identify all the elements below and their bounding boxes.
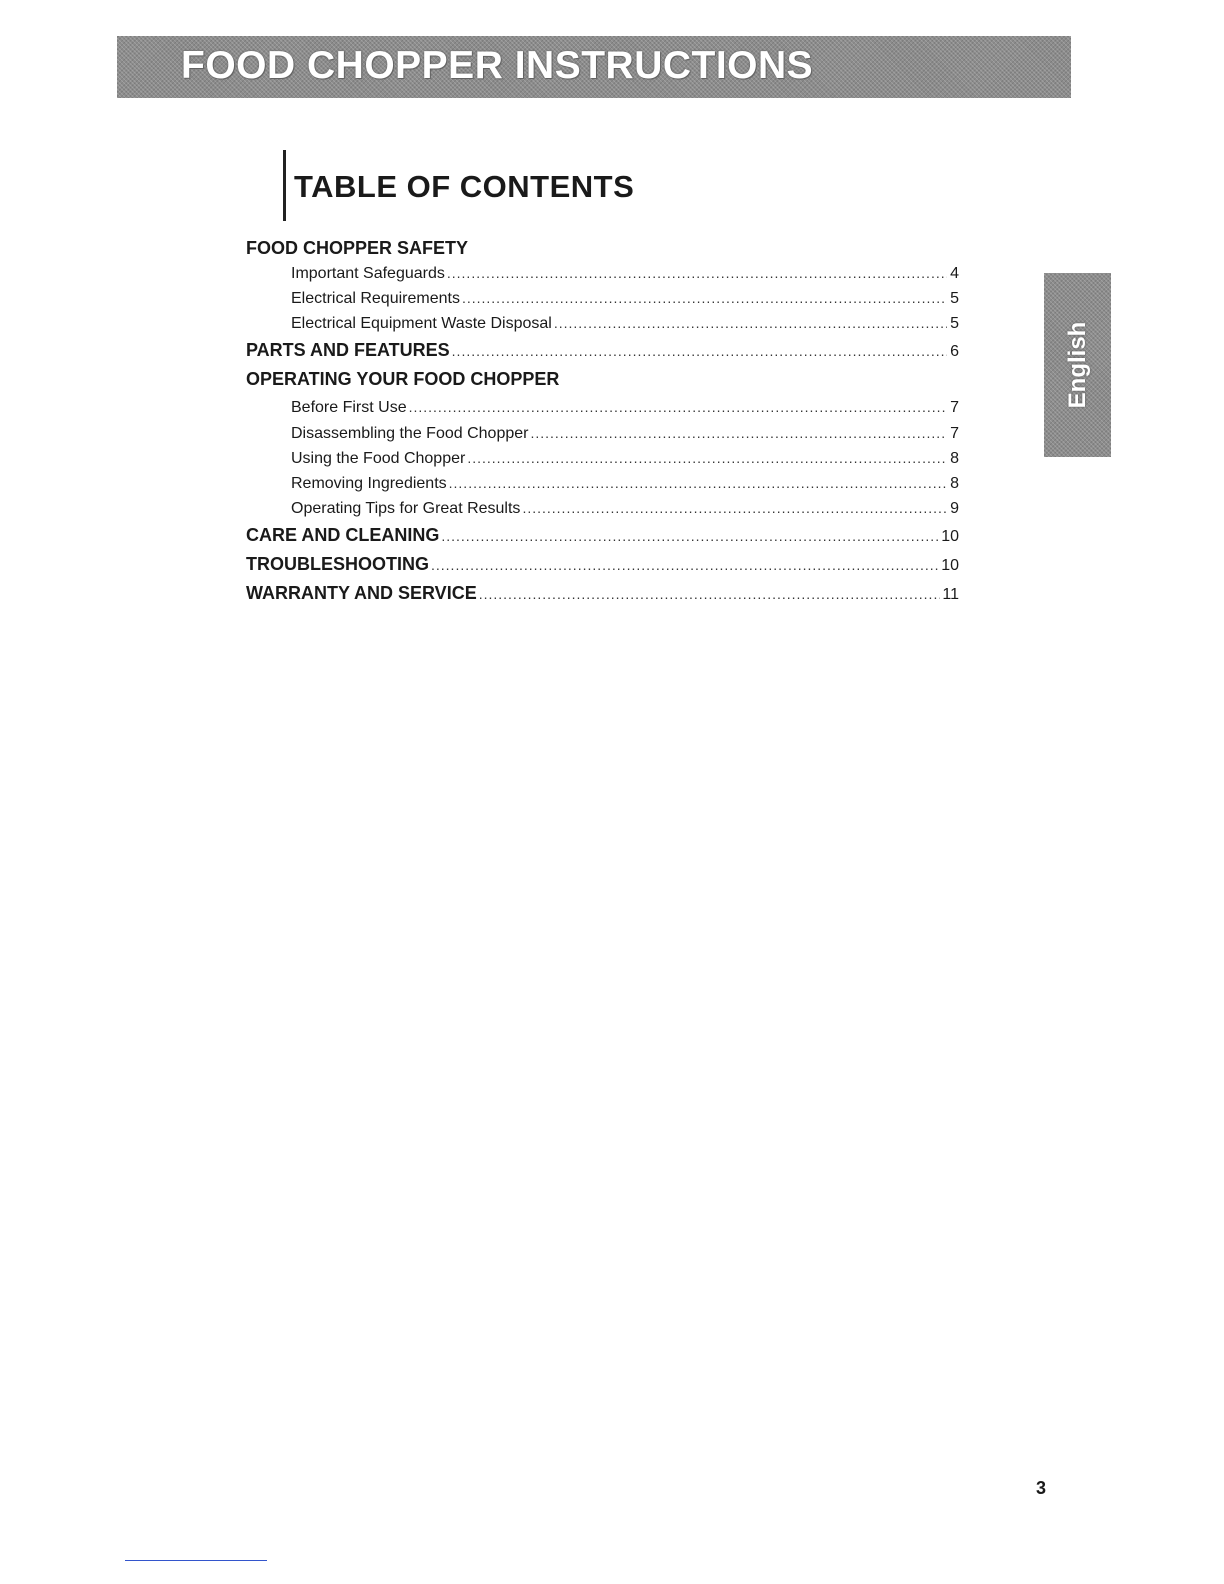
toc-entry-label: Important Safeguards xyxy=(291,265,445,282)
toc-page-number: 5 xyxy=(950,290,959,307)
toc-page-number: 9 xyxy=(950,500,959,517)
dot-leader xyxy=(554,311,947,336)
language-tab xyxy=(1044,273,1111,457)
toc-entry-label: Using the Food Chopper xyxy=(291,450,466,467)
toc-section-care-and-cleaning[interactable] xyxy=(246,521,959,550)
toc-entry-label: Operating Tips for Great Results xyxy=(291,500,521,517)
toc-entry-label: Electrical Requirements xyxy=(291,290,460,307)
toc-entry-label: PARTS AND FEATURES xyxy=(246,340,450,360)
toc-entry-electrical-equipment-waste-disposal[interactable] xyxy=(246,311,959,336)
toc-entry-important-safeguards[interactable] xyxy=(246,261,959,286)
toc-page-number: 7 xyxy=(950,399,959,416)
toc-section-food-chopper-safety[interactable] xyxy=(246,236,959,261)
language-tab-label: English xyxy=(1063,321,1091,409)
toc-entry-using-the-food-chopper[interactable] xyxy=(246,446,959,471)
toc-page-number: 4 xyxy=(950,265,959,282)
toc-entry-label: Removing Ingredients xyxy=(291,475,447,492)
toc-section-warranty-and-service[interactable] xyxy=(246,579,959,608)
toc-entry-electrical-requirements[interactable] xyxy=(246,286,959,311)
toc-page-number: 10 xyxy=(941,528,959,545)
header-banner xyxy=(117,36,1071,98)
dot-leader xyxy=(462,286,947,311)
toc-page-number: 5 xyxy=(950,315,959,332)
toc-entry-label: OPERATING YOUR FOOD CHOPPER xyxy=(246,369,560,389)
document-title: FOOD CHOPPER INSTRUCTIONS xyxy=(181,44,814,87)
toc-page-number: 8 xyxy=(950,450,959,467)
toc-page-number: 6 xyxy=(950,343,959,360)
toc-page-number: 7 xyxy=(950,425,959,442)
dot-leader xyxy=(441,522,939,551)
dot-leader xyxy=(479,580,941,609)
toc-entry-label: WARRANTY AND SERVICE xyxy=(246,583,477,603)
dot-leader xyxy=(467,446,947,471)
dot-leader xyxy=(530,421,947,446)
footer-rule xyxy=(125,1560,267,1561)
dot-leader xyxy=(452,337,947,366)
toc-page-number: 8 xyxy=(950,475,959,492)
toc-page-number: 10 xyxy=(941,557,959,574)
toc-section-troubleshooting[interactable] xyxy=(246,550,959,579)
toc-section-parts-and-features[interactable] xyxy=(246,336,959,365)
toc-entry-label: FOOD CHOPPER SAFETY xyxy=(246,238,469,258)
toc-entry-label: Electrical Equipment Waste Disposal xyxy=(291,315,552,332)
dot-leader xyxy=(447,261,947,286)
page-number: 3 xyxy=(1036,1478,1047,1498)
toc-page-number: 11 xyxy=(942,586,959,603)
toc-entry-label: Disassembling the Food Chopper xyxy=(291,425,529,442)
toc-entry-removing-ingredients[interactable] xyxy=(246,471,959,496)
toc-entry-label: TROUBLESHOOTING xyxy=(246,554,429,574)
toc-entry-label: CARE AND CLEANING xyxy=(246,525,440,545)
dot-leader xyxy=(431,551,939,580)
toc-title-rule xyxy=(283,150,286,221)
dot-leader xyxy=(449,471,947,496)
dot-leader xyxy=(409,394,947,421)
toc-section-operating-your-food-chopper[interactable] xyxy=(246,365,959,394)
toc-entry-before-first-use[interactable] xyxy=(246,394,959,421)
toc-entry-disassembling-the-food-chopper[interactable] xyxy=(246,421,959,446)
dot-leader xyxy=(522,496,947,521)
toc-entry-label: Before First Use xyxy=(291,399,407,416)
table-of-contents xyxy=(246,236,959,608)
toc-title: TABLE OF CONTENTS xyxy=(294,169,635,204)
toc-entry-operating-tips[interactable] xyxy=(246,496,959,521)
